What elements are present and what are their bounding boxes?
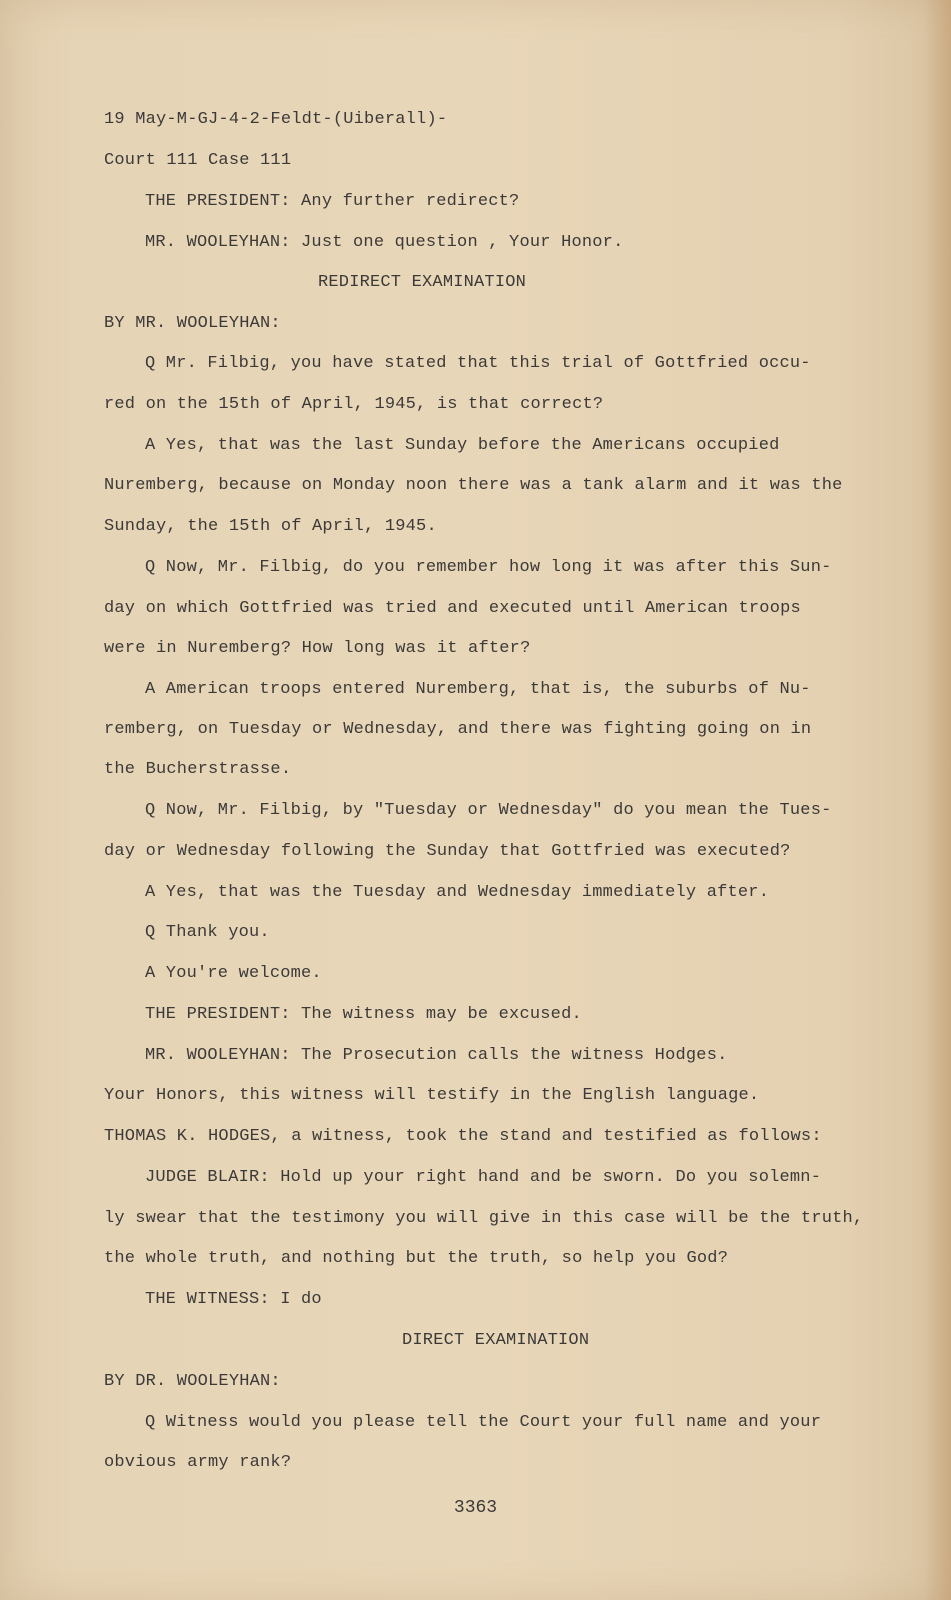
transcript-line: A American troops entered Nuremberg, that is, the suburbs of Nu-: [145, 680, 811, 699]
transcript-line: Q Mr. Filbig, you have stated that this trial of Gottfried occu-: [145, 354, 811, 373]
transcript-line: MR. WOOLEYHAN: Just one question , Your Honor.: [145, 233, 624, 252]
transcript-line: remberg, on Tuesday or Wednesday, and there was fighting going on in: [104, 720, 812, 739]
transcript-line: Q Thank you.: [145, 923, 270, 942]
section-heading: DIRECT EXAMINATION: [402, 1331, 590, 1350]
transcript-line: THE PRESIDENT: Any further redirect?: [145, 192, 520, 211]
transcript-line: were in Nuremberg? How long was it after?: [104, 639, 531, 658]
transcript-line: THE PRESIDENT: The witness may be excused.: [145, 1005, 582, 1024]
transcript-line: JUDGE BLAIR: Hold up your right hand and be sworn. Do you solemn-: [145, 1168, 822, 1187]
page-number: 3363: [453, 1498, 498, 1518]
header-court: Court 111 Case 111: [104, 151, 292, 170]
transcript-line: red on the 15th of April, 1945, is that correct?: [104, 395, 604, 414]
transcript-line: A Yes, that was the Tuesday and Wednesday immediately after.: [145, 883, 770, 902]
transcript-line: THE WITNESS: I do: [145, 1290, 322, 1309]
transcript-line: Your Honors, this witness will testify in the English language.: [104, 1086, 760, 1105]
transcript-line: Q Now, Mr. Filbig, by "Tuesday or Wednesday" do you mean the Tues-: [145, 801, 832, 820]
transcript-line: day or Wednesday following the Sunday that Gottfried was executed?: [104, 842, 791, 861]
transcript-line: Q Now, Mr. Filbig, do you remember how long it was after this Sun-: [145, 558, 832, 577]
transcript-line: Nuremberg, because on Monday noon there was a tank alarm and it was the: [104, 476, 843, 495]
transcript-line: Q Witness would you please tell the Court your full name and your: [145, 1413, 822, 1432]
transcript-line: obvious army rank?: [104, 1453, 292, 1472]
transcript-line: MR. WOOLEYHAN: The Prosecution calls the witness Hodges.: [145, 1046, 728, 1065]
transcript-line: A You're welcome.: [145, 964, 322, 983]
transcript-line: BY MR. WOOLEYHAN:: [104, 314, 281, 333]
transcript-line: the whole truth, and nothing but the truth, so help you God?: [104, 1249, 729, 1268]
transcript-line: ly swear that the testimony you will give in this case will be the truth,: [104, 1209, 864, 1228]
transcript-line: the Bucherstrasse.: [104, 760, 292, 779]
section-heading: REDIRECT EXAMINATION: [318, 273, 527, 292]
transcript-line: THOMAS K. HODGES, a witness, took the stand and testified as follows:: [104, 1127, 822, 1146]
transcript-line: day on which Gottfried was tried and executed until American troops: [104, 599, 801, 618]
header-reference: 19 May-M-GJ-4-2-Feldt-(Uiberall)-: [104, 110, 448, 129]
transcript-line: BY DR. WOOLEYHAN:: [104, 1372, 281, 1391]
transcript-line: Sunday, the 15th of April, 1945.: [104, 517, 437, 536]
transcript-line: A Yes, that was the last Sunday before the Americans occupied: [145, 436, 780, 455]
